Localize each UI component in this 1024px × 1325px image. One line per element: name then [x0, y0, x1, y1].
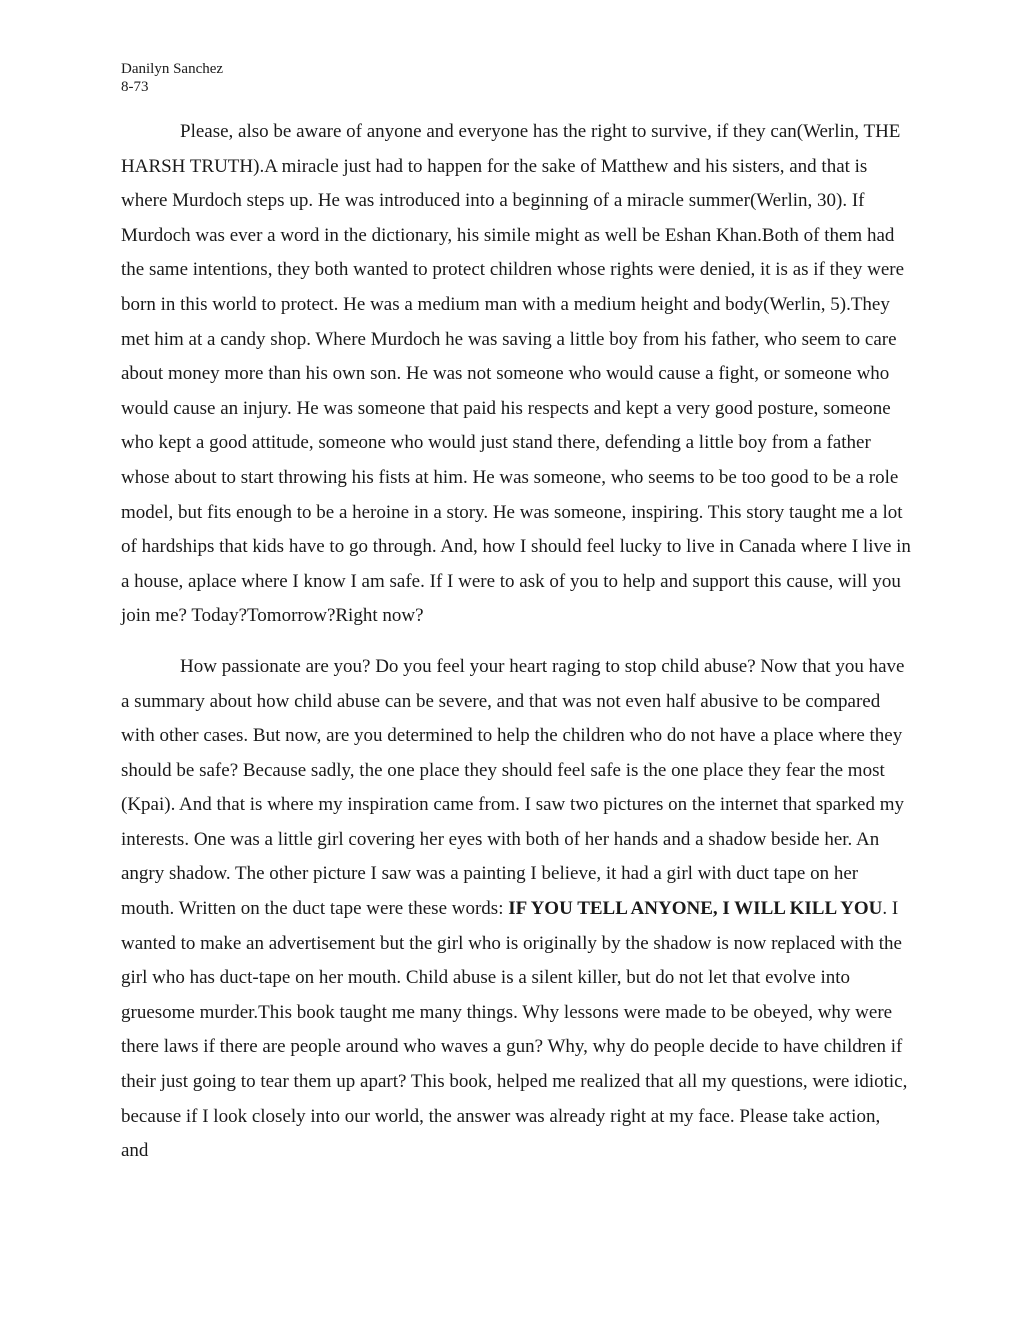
paragraph-2-text-end: . I wanted to make an advertisement but the girl who is originally by the shadow is now replaced with the girl who has duct-tape on her mouth. Child abuse is a silent killer, but do not let that evolve into gruesome murder.This book taught me many things. Why lessons were made to be obeyed, why were there laws if there are people around who waves a gun? Why, why do people decide to have children if their just going to tear them up apart? This book, helped me realized that all my questions, were idiotic, because if I look closely into our world, the answer was already right at my face. Please take action, and — [121, 898, 908, 1162]
document-body — [121, 115, 911, 1169]
paragraph-2-text-start: How passionate are you? Do you feel your heart raging to stop child abuse? Now that you have a summary about how child abuse can be severe, and that was not even half abusive to be compared with other cases. But now, are you determined to help the children who do not have a place where they should be safe? Because sadly, the one place they should feel safe is the one place they fear the most (Kpai). And that is where my inspiration came from. I saw two pictures on the internet that sparked my interests. One was a little girl covering her eyes with both of her hands and a shadow beside her. An angry shadow. The other picture I saw was a painting I believe, it had a girl with duct tape on her mouth. Written on the duct tape were these words: — [121, 655, 905, 920]
paragraph-2-bold-quote: IF YOU TELL ANYONE, I WILL KILL YOU — [508, 898, 883, 920]
paragraph-1: Please, also be aware of anyone and everyone has the right to survive, if they can(Werlin, THE HARSH TRUTH).A miracle just had to happen for the sake of Matthew and his sisters, and that is where Murdoch steps up. He was introduced into a beginning of a miracle summer(Werlin, 30). If Murdoch was ever a word in the dictionary, his simile might as well be Eshan Khan.Both of them had the same intentions, they both wanted to protect children whose rights were denied, it is as if they were born in this world to protect. He was a medium man with a medium height and body(Werlin, 5).They met him at a candy shop. Where Murdoch he was saving a little boy from his father, who seem to care about money more than his own son. He was not someone who would cause a fight, or someone who would cause an injury. He was someone that paid his respects and kept a very good posture, someone who kept a good attitude, someone who would just stand there, defending a little boy from a father whose about to start throwing his fists at him. He was someone, who seems to be too good to be a role model, but fits enough to be a heroine in a story. He was someone, inspiring. This story taught me a lot of hardships that kids have to go through. And, how I should feel lucky to live in Canada where I live in a house, aplace where I know I am safe. If I were to ask of you to help and support this cause, will you join me? Today?Tomorrow?Right now? — [121, 121, 911, 627]
page-header — [121, 60, 223, 96]
page-label: 8-73 — [121, 79, 149, 95]
paragraph-2 — [121, 650, 911, 1169]
author-name: Danilyn Sanchez — [121, 61, 224, 77]
